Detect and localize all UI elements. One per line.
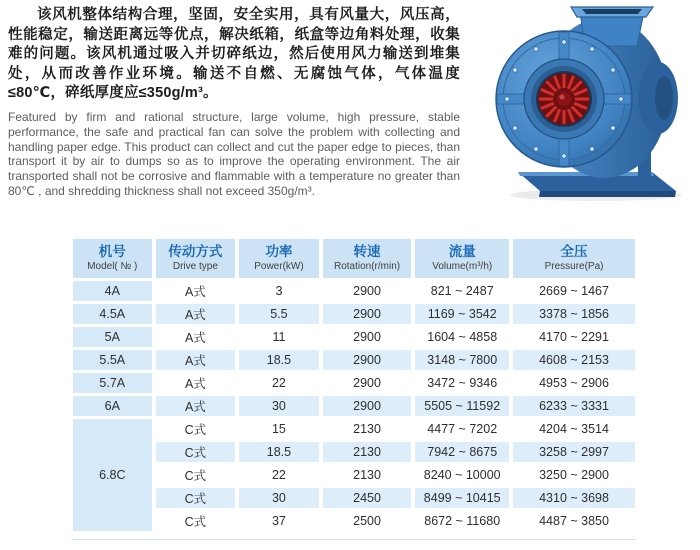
- pressure-cell: 6233 ~ 3331: [513, 396, 635, 416]
- header-power-zh: 功率: [265, 243, 293, 259]
- header-model: [73, 239, 152, 278]
- volume-cell: 3148 ~ 7800: [415, 350, 509, 370]
- power-cell: 11: [239, 327, 319, 347]
- table-row: [73, 419, 635, 439]
- table-row: [73, 465, 635, 485]
- header-drive-zh: 传动方式: [168, 243, 223, 259]
- table-row: [73, 511, 635, 531]
- pressure-cell: 3250 ~ 2900: [513, 465, 635, 485]
- rotation-cell: 2450: [323, 488, 412, 508]
- volume-cell: 3472 ~ 9346: [415, 373, 509, 393]
- model-cell: 5A: [73, 327, 152, 347]
- pressure-cell: 3258 ~ 2997: [513, 442, 635, 462]
- rotation-cell: 2500: [323, 511, 412, 531]
- table-row: [73, 488, 635, 508]
- model-cell: 6A: [73, 396, 152, 416]
- drive-type-cell: C式: [156, 511, 236, 531]
- drive-type-cell: A式: [156, 304, 236, 324]
- power-cell: 5.5: [239, 304, 319, 324]
- pressure-cell: 2669 ~ 1467: [513, 281, 635, 301]
- intro-paragraph-en: Featured by firm and rational structure, large volume, high pressure, stable performance, the safe and practical fan can solve the problem with collecting and handling paper edge. This product can collect and cut the paper edge to pieces, than transport it by air to dumps so as to improve the operating environment. The air transported shall not be corrosive and flammable with a temperature no greater than 80℃ , and shredding thickness shall not exceed 350g/m³.: [8, 110, 460, 198]
- rotation-cell: 2900: [323, 396, 412, 416]
- header-volume-en: Volume(m³/h): [432, 260, 493, 272]
- volume-cell: 4477 ~ 7202: [415, 419, 509, 439]
- power-cell: 22: [239, 373, 319, 393]
- header-model-en: Model( № ): [87, 260, 138, 272]
- table-bottom-rule: [72, 539, 636, 540]
- model-cell: 5.5A: [73, 350, 152, 370]
- header-drive-en: Drive type: [172, 260, 218, 272]
- drive-type-cell: A式: [156, 396, 236, 416]
- table-row: [73, 281, 635, 301]
- table-header-row: [73, 239, 635, 278]
- drive-type-cell: A式: [156, 281, 236, 301]
- table-row: [73, 396, 635, 416]
- header-power: [239, 239, 319, 278]
- spec-table: [69, 236, 639, 534]
- power-cell: 37: [239, 511, 319, 531]
- pressure-cell: 3378 ~ 1856: [513, 304, 635, 324]
- table-row: [73, 304, 635, 324]
- volume-cell: 7942 ~ 8675: [415, 442, 509, 462]
- pressure-cell: 4953 ~ 2906: [513, 373, 635, 393]
- header-drive-type: [156, 239, 236, 278]
- pressure-cell: 4204 ~ 3514: [513, 419, 635, 439]
- rotation-cell: 2130: [323, 419, 412, 439]
- model-cell: 4.5A: [73, 304, 152, 324]
- header-volume-zh: 流量: [448, 243, 476, 259]
- power-cell: 18.5: [239, 350, 319, 370]
- pressure-cell: 4170 ~ 2291: [513, 327, 635, 347]
- power-cell: 3: [239, 281, 319, 301]
- pressure-cell: 4487 ~ 3850: [513, 511, 635, 531]
- header-volume: [415, 239, 509, 278]
- table-row: [73, 373, 635, 393]
- fan-product-image: [486, 4, 696, 204]
- power-cell: 18.5: [239, 442, 319, 462]
- header-rotation-en: Rotation(r/min): [333, 260, 401, 272]
- volume-cell: 5505 ~ 11592: [415, 396, 509, 416]
- volume-cell: 8240 ~ 10000: [415, 465, 509, 485]
- model-cell: 4A: [73, 281, 152, 301]
- header-pressure-en: Pressure(Pa): [544, 260, 604, 272]
- drive-type-cell: A式: [156, 373, 236, 393]
- table-row: [73, 442, 635, 462]
- header-model-zh: 机号: [98, 243, 126, 259]
- rotation-cell: 2900: [323, 281, 412, 301]
- model-cell: 5.7A: [73, 373, 152, 393]
- table-row: [73, 327, 635, 347]
- rotation-cell: 2900: [323, 350, 412, 370]
- power-cell: 30: [239, 488, 319, 508]
- rotation-cell: 2900: [323, 304, 412, 324]
- drive-type-cell: C式: [156, 465, 236, 485]
- drive-type-cell: A式: [156, 327, 236, 347]
- power-cell: 15: [239, 419, 319, 439]
- volume-cell: 1169 ~ 3542: [415, 304, 509, 324]
- header-rotation-zh: 转速: [353, 243, 381, 259]
- pressure-cell: 4310 ~ 3698: [513, 488, 635, 508]
- power-cell: 22: [239, 465, 319, 485]
- intro-paragraph-zh: 该风机整体结构合理，坚固，安全实用，具有风量大，风压高，性能稳定，输送距离远等优点，解决纸箱，纸盒等边角料处理，收集难的问题。该风机通过吸入并切碎纸边，然后使用风力输送到堆集处，从而改善作业环境。输送不自燃、无腐蚀气体，气体温度≤80℃，碎纸厚度应≤350g/m³。: [8, 7, 460, 101]
- header-pressure: [513, 239, 635, 278]
- header-pressure-zh: 全压: [560, 243, 588, 259]
- volume-cell: 8499 ~ 10415: [415, 488, 509, 508]
- rotation-cell: 2130: [323, 442, 412, 462]
- model-cell: 6.8C: [73, 419, 152, 531]
- drive-type-cell: C式: [156, 442, 236, 462]
- rotation-cell: 2900: [323, 373, 412, 393]
- power-cell: 30: [239, 396, 319, 416]
- drive-type-cell: A式: [156, 350, 236, 370]
- rotation-cell: 2130: [323, 465, 412, 485]
- volume-cell: 8672 ~ 11680: [415, 511, 509, 531]
- pressure-cell: 4608 ~ 2153: [513, 350, 635, 370]
- fan-impeller: [538, 73, 590, 125]
- header-rotation: [323, 239, 412, 278]
- volume-cell: 821 ~ 2487: [415, 281, 509, 301]
- header-power-en: Power(kW): [254, 260, 304, 272]
- rotation-cell: 2900: [323, 327, 412, 347]
- table-row: [73, 350, 635, 370]
- drive-type-cell: C式: [156, 488, 236, 508]
- drive-type-cell: C式: [156, 419, 236, 439]
- volume-cell: 1604 ~ 4858: [415, 327, 509, 347]
